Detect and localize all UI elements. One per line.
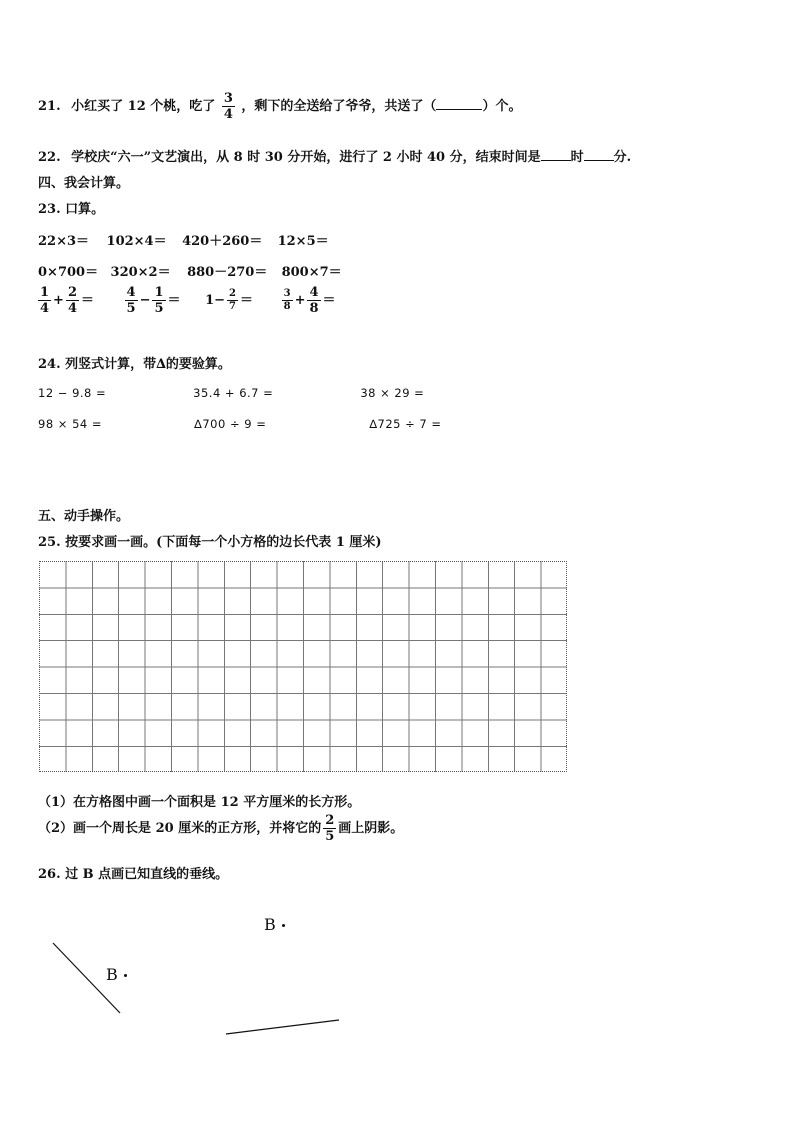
- given-line-bottom: [226, 1020, 339, 1034]
- section-5-title: 五、动手操作。: [38, 509, 130, 524]
- section-4-title: 四、我会计算。: [38, 176, 130, 191]
- point-b-upper: B: [264, 915, 285, 934]
- question-25-sub-2: （2）画一个周长是 20 厘米的正方形，并将它的 $\frac{2}{5}$ 画上阴影。: [38, 813, 404, 844]
- question-23-title: 23. 口算。: [38, 202, 105, 217]
- frac-expr-3: 1− $\frac{2}{7}$ ＝: [205, 288, 253, 312]
- question-21: 21. 小红买了 12 个桃，吃了 $\frac{3}{4}$ ，剩下的全送给了爷爷，共送了（ ）个。: [38, 91, 522, 122]
- question-24-title: 24. 列竖式计算，带∆的要验算。: [38, 357, 231, 372]
- question-25-sub-1: （1）在方格图中画一个面积是 12 平方厘米的长方形。: [38, 795, 361, 810]
- point-b-lower: B: [106, 965, 127, 984]
- frac-expr-2: $\frac{4}{5}$ − $\frac{1}{5}$ ＝: [126, 285, 181, 316]
- fraction-2-5: $\frac{2}{5}$: [325, 813, 335, 844]
- given-line-diagonal: [53, 943, 120, 1013]
- frac-expr-4: $\frac{3}{8}$ + $\frac{4}{8}$ ＝: [283, 285, 336, 316]
- vertical-calc-row-2: 98 × 54 = ∆700 ÷ 9 = ∆725 ÷ 7 =: [38, 417, 442, 431]
- question-26-title: 26. 过 B 点画已知直线的垂线。: [38, 867, 229, 882]
- vertical-calc-row-1: 12 − 9.8 = 35.4 + 6.7 = 38 × 29 =: [38, 386, 425, 400]
- frac-expr-1: $\frac{1}{4}$ + $\frac{2}{4}$ ＝: [40, 285, 95, 316]
- question-25-title: 25. 按要求画一画。(下面每一个小方格的边长代表 1 厘米): [38, 535, 382, 550]
- oral-row-1: 22×3＝ 102×4＝ 420＋260＝ 12×5＝: [38, 234, 329, 249]
- oral-row-2: 0×700＝ 320×2＝ 880－270＝ 800×7＝: [38, 265, 342, 280]
- fraction-3-4: $\frac{3}{4}$: [223, 91, 233, 122]
- question-22: 22. 学校庆“六一”文艺演出，从 8 时 30 分开始，进行了 2 小时 40 分，结束时间是 时 分.: [38, 150, 632, 165]
